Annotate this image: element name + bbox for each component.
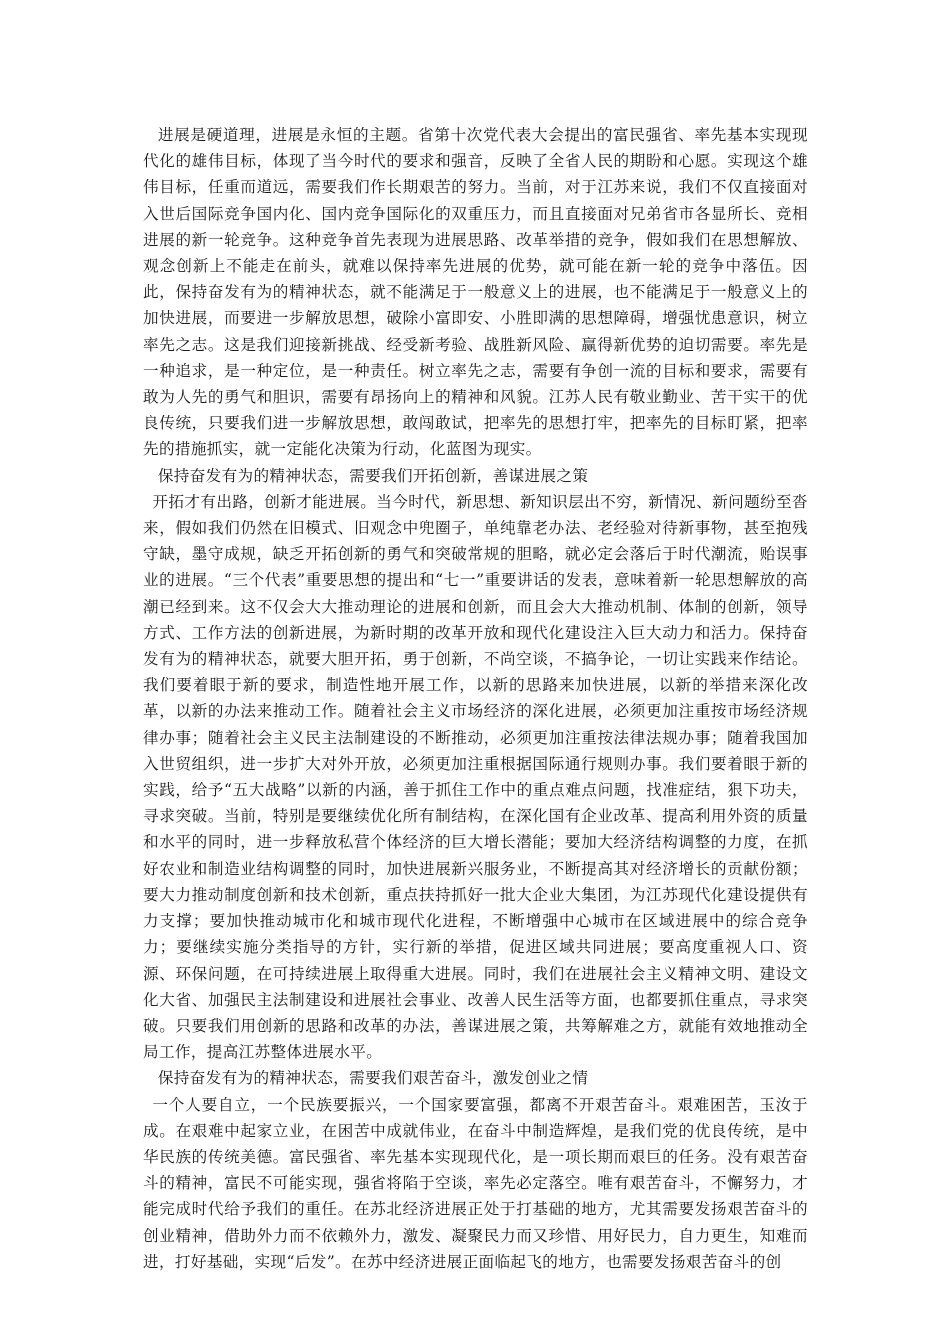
section-heading-hard-work: 保持奋发有为的精神状态，需要我们艰苦奋斗，激发创业之情 (157, 1069, 589, 1088)
body-paragraph-3: 一个人要自立，一个民族要振兴，一个国家要富强，都离不开艰苦奋斗。艰难困苦，玉汝于成。在艰难中起家立业，在困苦中成就伟业，在奋斗中制造辉煌，是我们党的优良传统，是中华民族的传统美德。富民强省、率先基本实现现代化，是一项长期而艰巨的任务。没有艰苦奋斗的精神，富民不可能实现，强省将陷于空谈，率先必定落空。唯有艰苦奋斗，不懈努力，才能完成时代给予我们的重任。在苏北经济进展正处于打基础的地方，尤其需要发扬艰苦奋斗的创业精神，借助外力而不依赖外力，激发、凝聚民力而又珍惜、用好民力，自力更生，知难而进，打好基础，实现“后发”。在苏中经济进展正面临起飞的地方，也需要发扬艰苦奋斗的创 (143, 1095, 808, 1271)
section-heading-innovation: 保持奋发有为的精神状态，需要我们开拓创新，善谋进展之策 (157, 466, 589, 485)
document-page (143, 122, 808, 1275)
body-paragraph-2: 开拓才有出路，创新才能进展。当今时代，新思想、新知识层出不穷，新情况、新问题纷至沓来，假如我们仍然在旧模式、旧观念中兜圈子，单纯靠老办法、老经验对待新事物，甚至抱残守缺，墨守成规，缺乏开拓创新的勇气和突破常规的胆略，就必定会落后于时代潮流，贻误事业的进展。“三个代表”重要思想的提出和“七一”重要讲话的发表，意味着新一轮思想解放的高潮已经到来。这不仅会大大推动理论的进展和创新，而且会大大推动机制、体制的创新，领导方式、工作方法的创新进展，为新时期的改革开放和现代化建设注入巨大动力和活力。保持奋发有为的精神状态，就要大胆开拓，勇于创新，不尚空谈，不搞争论，一切让实践来作结论。我们要着眼于新的要求，制造性地开展工作，以新的思路来加快进展，以新的举措来深化改革，以新的办法来推动工作。随着社会主义市场经济的深化进展，必须更加注重按市场经济规律办事；随着社会主义民主法制建设的不断推动，必须更加注重按法律法规办事；随着我国加入世贸组织，进一步扩大对外开放，必须更加注重根据国际通行规则办事。我们要着眼于新的实践，给予“五大战略”以新的内涵，善于抓住工作中的重点难点问题，找准症结，狠下功夫，寻求突破。当前，特别是要继续优化所有制结构，在深化国有企业改革、提高利用外资的质量和水平的同时，进一步释放私营个体经济的巨大增长潜能；要加大经济结构调整的力度，在抓好农业和制造业结构调整的同时，加快进展新兴服务业，不断提高其对经济增长的贡献份额；要大力推动制度创新和技术创新，重点扶持抓好一批大企业大集团，为江苏现代化建设提供有力支撑；要加快推动城市化和城市现代化进程，不断增强中心城市在区域进展中的综合竞争力；要继续实施分类指导的方针，实行新的举措，促进区域共同进展；要高度重视人口、资源、环保问题，在可持续进展上取得重大进展。同时，我们在进展社会主义精神文明、建设文化大省、加强民主法制建设和进展社会事业、改善人民生活等方面，也都要抓住重点，寻求突破。只要我们用创新的思路和改革的办法，善谋进展之策，共筹解难之方，就能有效地推动全局工作，提高江苏整体进展水平。 (143, 492, 808, 1062)
body-paragraph-1: 进展是硬道理，进展是永恒的主题。省第十次党代表大会提出的富民强省、率先基本实现现代化的雄伟目标，体现了当今时代的要求和强音，反映了全省人民的期盼和心愿。实现这个雄伟目标，任重而道远，需要我们作长期艰苦的努力。当前，对于江苏来说，我们不仅直接面对入世后国际竞争国内化、国内竞争国际化的双重压力，而且直接面对兄弟省市各显所长、竞相进展的新一轮竞争。这种竞争首先表现为进展思路、改革举措的竞争，假如我们在思想解放、观念创新上不能走在前头，就难以保持率先进展的优势，就可能在新一轮的竞争中落伍。因此，保持奋发有为的精神状态，就不能满足于一般意义上的进展，也不能满足于一般意义上的加快进展，而要进一步解放思想，破除小富即安、小胜即满的思想障碍，增强忧患意识，树立率先之志。这是我们迎接新挑战、经受新考验、战胜新风险、赢得新优势的迫切需要。率先是一种追求，是一种定位，是一种责任。树立率先之志，需要有争创一流的目标和要求，需要有敢为人先的勇气和胆识，需要有昂扬向上的精神和风貌。江苏人民有敬业勤业、苦干实干的优良传统，只要我们进一步解放思想，敢闯敢试，把率先的思想打牢，把率先的目标盯紧，把率先的措施抓实，就一定能化决策为行动，化蓝图为现实。 (143, 126, 808, 459)
